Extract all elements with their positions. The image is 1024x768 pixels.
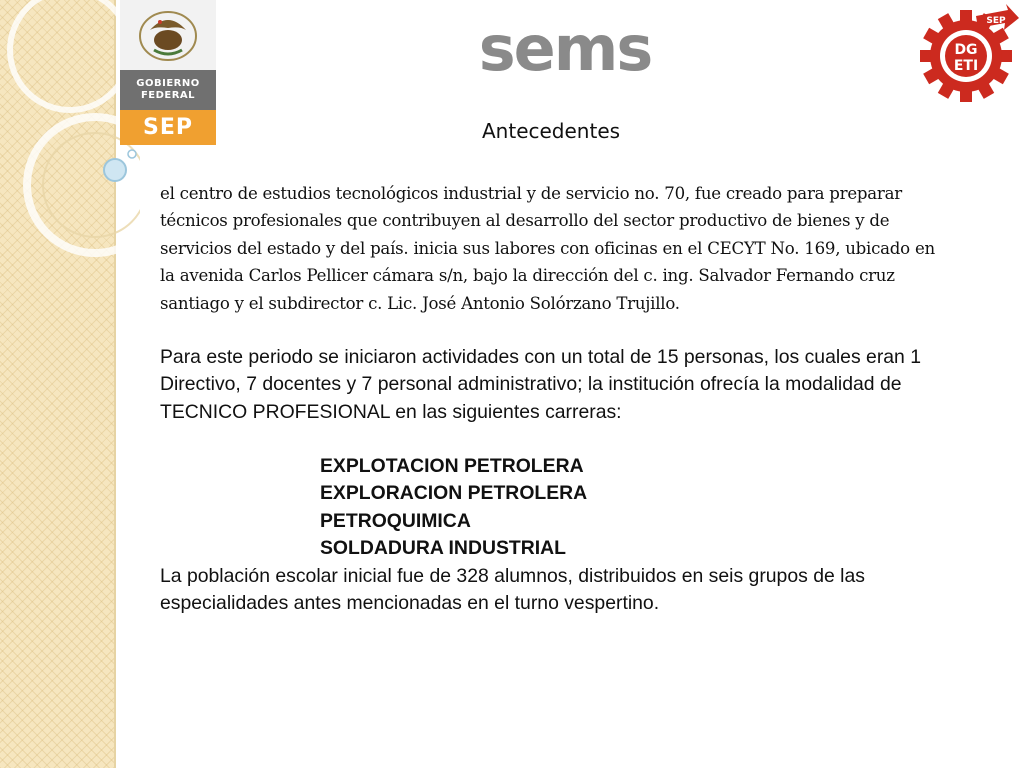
career-item: EXPLORACION PETROLERA — [320, 482, 588, 505]
careers-list — [320, 453, 587, 563]
decor-bubble-small — [128, 150, 136, 158]
sep-badge-text: SEP — [986, 16, 1006, 26]
sems-logo — [472, 18, 658, 84]
dgeti-logo — [920, 2, 1020, 102]
career-item: SOLDADURA INDUSTRIAL — [320, 537, 566, 560]
gov-line-2: FEDERAL — [140, 90, 196, 101]
dgeti-mark: DG — [954, 42, 978, 58]
paragraph-history: el centro de estudios tecnológicos industrial y de servicio no. 70, fue creado para preparar técnicos profesionales que contribuyen al desarrollo del sector productivo de bienes y de servicios del estado y del país. inicia sus labores con oficinas en el CECYT No. 169, ubicado en la avenida Carlos Pellicer cámara s/n, bajo la dirección del c. ing. Salvador Fernando cruz santiago y el subdirector c. Lic. José Antonio Solórzano Trujillo. — [160, 184, 935, 313]
slide-title: Antecedentes — [482, 119, 621, 143]
seal-area — [120, 0, 216, 70]
career-item: PETROQUIMICA — [320, 509, 471, 532]
paragraph-enrollment: La población escolar inicial fue de 328 alumnos, distribuidos en seis grupos de las especialidades antes mencionadas en el turno vespertino. — [160, 565, 865, 615]
gov-line-1: GOBIERNO — [136, 78, 200, 89]
paragraph-staff: Para este periodo se iniciaron actividades con un total de 15 personas, los cuales eran 1 Directivo, 7 docentes y 7 personal administrativo; la institución ofrecía la modalidad de TECNICO PROFESIONAL en las siguientes carreras: — [160, 346, 922, 423]
mexican-seal-icon — [120, 0, 216, 70]
sems-logo-text: sems — [478, 18, 652, 84]
decor-circles — [0, 0, 140, 300]
gobierno-federal-sep-logo — [120, 0, 216, 145]
svg-text:ETI: ETI — [953, 58, 979, 74]
career-item: EXPLOTACION PETROLERA — [320, 455, 584, 477]
decor-bubble-large — [104, 159, 126, 181]
sep-arrow-badge — [976, 4, 1019, 30]
gobierno-federal-band — [120, 70, 216, 110]
sep-band: SEP — [120, 110, 216, 145]
